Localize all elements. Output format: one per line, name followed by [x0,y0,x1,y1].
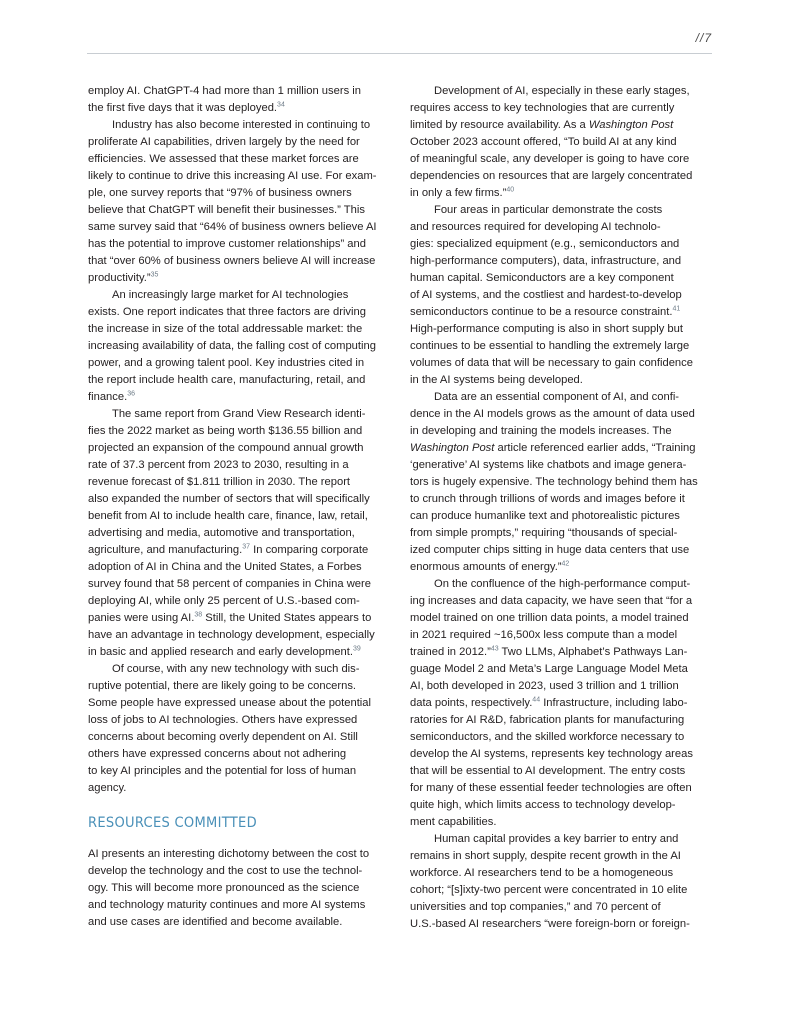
text-line [88,712,382,729]
line-text: benefit from AI to include health care, finance, law, retail, [88,510,368,522]
text-line [88,914,382,931]
paragraph-gap [88,797,382,806]
footnote-marker: 44 [532,696,541,704]
line-text: of meaningful scale, any developer is going to have core [410,153,690,165]
line-text: and resources required for developing AI technolo- [410,221,661,233]
line-text: in only a few firms.” [410,187,507,199]
line-text: Industry has also become interested in continuing to [112,119,371,131]
line-text: has the potential to improve customer relationships” and [88,238,366,250]
line-text-continued: In comparing corporate [250,544,369,556]
text-line [410,559,704,576]
line-text: revenue forecast of $1.811 trillion in 2030. The report [88,476,351,488]
line-text: the increase in size of the total addressable market: the [88,323,363,335]
text-line [88,423,382,440]
line-text: quite high, which limits access to technology develop- [410,799,676,811]
line-text: and use cases are identified and become available. [88,916,343,928]
line-text: limited by resource availability. As a [410,119,589,131]
text-line [410,814,704,831]
text-line [88,440,382,457]
text-line [410,491,704,508]
left-text-column [88,83,382,931]
text-line [88,780,382,797]
text-line [88,474,382,491]
text-line [88,168,382,185]
text-line [88,644,382,661]
text-line [410,865,704,882]
page-number: //7 [695,31,712,45]
line-text: adoption of AI in China and the United States, a Forbes [88,561,362,573]
line-text: fies the 2022 market as being worth $136.55 billion and [88,425,363,437]
line-text: Some people have expressed unease about the potential [88,697,372,709]
line-text: can produce humanlike text and photorealistic pictures [410,510,680,522]
text-line [88,559,382,576]
line-text: that “over 60% of business owners believe AI will increase [88,255,376,267]
text-line [88,355,382,372]
text-line [88,236,382,253]
text-line [410,117,704,134]
text-line [410,151,704,168]
text-line [410,338,704,355]
line-text: ogy. This will become more pronounced as the science [88,882,360,894]
text-line [88,83,382,100]
text-line [88,406,382,423]
text-line [410,763,704,780]
text-line [410,457,704,474]
right-text-column [410,83,704,933]
text-line [88,304,382,321]
line-text: the first five days that it was deployed. [88,102,278,114]
line-text: High-performance computing is also in short supply but [410,323,683,335]
line-text: productivity.” [88,272,151,284]
line-text: develop the technology and the cost to use the technol- [88,865,363,877]
text-line [410,406,704,423]
text-line [88,117,382,134]
text-line [88,134,382,151]
line-text: loss of jobs to AI technologies. Others have expressed [88,714,358,726]
line-text-continued: article referenced earlier adds, “Training [494,442,696,454]
line-text: Development of AI, especially in these early stages, [434,85,690,97]
line-text: also expanded the number of sectors that will specifically [88,493,370,505]
text-line [410,474,704,491]
text-line [410,304,704,321]
line-text: semiconductors, and the skilled workforce necessary to [410,731,685,743]
line-text: universities and top companies,” and 70 percent of [410,901,661,913]
text-line [410,508,704,525]
line-text: human capital. Semiconductors are a key component [410,272,674,284]
text-line [410,576,704,593]
text-line [410,202,704,219]
footnote-marker: 36 [127,390,135,398]
line-text: concerns about becoming overly dependent on AI. Still [88,731,358,743]
text-line [410,848,704,865]
text-line [88,508,382,525]
text-line [88,593,382,610]
text-line [88,287,382,304]
line-text: same survey said that “64% of business owners believe AI [88,221,377,233]
text-line [410,372,704,389]
line-text: October 2023 account offered, “To build AI at any kind [410,136,677,148]
footnote-marker: 42 [561,560,570,568]
text-line [410,831,704,848]
line-text: U.S.-based AI researchers “were foreign-born or foreign- [410,918,690,930]
line-text: projected an expansion of the compound annual growth [88,442,364,454]
line-text: employ AI. ChatGPT-4 had more than 1 million users in [88,85,361,97]
line-text: develop the AI systems, represents key technology areas [410,748,693,760]
text-line [88,661,382,678]
text-line [88,678,382,695]
line-text: ‘generative’ AI systems like chatbots and image genera- [410,459,687,471]
text-line [410,423,704,440]
text-line [88,763,382,780]
text-line [88,880,382,897]
text-line [410,797,704,814]
line-text: survey found that 58 percent of companies in China were [88,578,371,590]
text-line [410,287,704,304]
line-text: likely to continue to drive this increasing AI use. For exam- [88,170,377,182]
text-line [88,253,382,270]
line-text: rate of 37.3 percent from 2023 to 2030, resulting in a [88,459,349,471]
footnote-marker: 37 [242,543,251,551]
line-text: power, and a growing talent pool. Key industries cited in [88,357,365,369]
text-line [88,457,382,474]
text-line [88,542,382,559]
line-text: proliferate AI capabilities, driven largely by the need for [88,136,360,148]
text-line [88,576,382,593]
line-text-continued: Still, the United States appears to [202,612,372,624]
text-line [410,270,704,287]
text-line [410,236,704,253]
text-line [88,389,382,406]
text-line [88,846,382,863]
line-text: remains in short supply, despite recent growth in the AI [410,850,681,862]
text-line [88,270,382,287]
line-text: requires access to key technologies that are currently [410,102,675,114]
line-text: dence in the AI models grows as the amount of data used [410,408,695,420]
footnote-marker: 38 [194,611,203,619]
text-line [88,151,382,168]
line-text: the report include health care, manufacturing, retail, and [88,374,366,386]
line-text: gies: specialized equipment (e.g., semiconductors and [410,238,680,250]
text-line [410,916,704,933]
text-line [410,219,704,236]
text-line [410,610,704,627]
text-line [88,100,382,117]
text-line [410,542,704,559]
line-text: agency. [88,782,127,794]
line-text: ing increases and data capacity, we have seen that “for a [410,595,693,607]
line-text: increasing availability of data, the falling cost of computing [88,340,376,352]
footnote-marker: 41 [672,305,681,313]
line-text: and technology maturity continues and more AI systems [88,899,366,911]
footnote-marker: 40 [506,186,515,194]
line-text: for many of these essential feeder technologies are often [410,782,692,794]
line-text: efficiencies. We assessed that these market forces are [88,153,359,165]
line-text: workforce. AI researchers tend to be a homogeneous [410,867,674,879]
line-text: ized computer chips sitting in huge data centers that use [410,544,690,556]
text-line [88,610,382,627]
text-line [88,321,382,338]
text-line [410,593,704,610]
line-text: ruptive potential, there are likely going to be concerns. [88,680,357,692]
line-text: others have expressed concerns about not adhering [88,748,347,760]
line-text: model trained on one trillion data points, a model trained [410,612,689,624]
text-line [88,863,382,880]
line-text: AI, both developed in 2023, used 3 trillion and 1 trillion [410,680,679,692]
text-line [88,729,382,746]
text-line [410,644,704,661]
text-line [410,389,704,406]
line-text: that will be essential to AI development. The entry costs [410,765,686,777]
text-line [410,321,704,338]
line-text: of AI systems, and the costliest and hardest-to-develop [410,289,682,301]
line-text: exists. One report indicates that three factors are driving [88,306,366,318]
footnote-marker: 43 [490,645,499,653]
line-text: cohort; “[s]ixty-two percent were concentrated in 10 elite [410,884,688,896]
line-text: semiconductors continue to be a resource constraint. [410,306,673,318]
line-text: in developing and training the models increases. The [410,425,672,437]
line-text: guage Model 2 and Meta’s Large Language Model Meta [410,663,688,675]
text-line [410,83,704,100]
text-line [88,491,382,508]
line-text: Data are an essential component of AI, and confi- [434,391,680,403]
text-line [410,661,704,678]
line-text: ment capabilities. [410,816,497,828]
text-line [410,168,704,185]
line-text: from simple prompts,” requiring “thousands of special- [410,527,678,539]
text-line [88,185,382,202]
text-line [88,627,382,644]
line-text: agriculture, and manufacturing. [88,544,243,556]
line-text: advertising and media, automotive and transportation, [88,527,355,539]
line-text: On the confluence of the high-performance comput- [434,578,691,590]
line-text: continues to be essential to handling the extremely large [410,340,690,352]
line-text: AI presents an interesting dichotomy between the cost to [88,848,370,860]
footnote-marker: 34 [277,101,285,109]
line-text: volumes of data that will be necessary to gain confidence [410,357,693,369]
line-text: finance. [88,391,128,403]
text-line [88,746,382,763]
line-text: panies were using AI. [88,612,195,624]
line-text: data points, respectively. [410,697,533,709]
text-line [88,897,382,914]
text-line [88,525,382,542]
text-line [410,100,704,117]
line-text: to crunch through trillions of words and images before it [410,493,685,505]
text-line [410,678,704,695]
text-line [410,253,704,270]
line-text: Four areas in particular demonstrate the costs [434,204,663,216]
line-text: to key AI principles and the potential for loss of human [88,765,357,777]
text-line [410,899,704,916]
line-text: high-performance computers), data, infrastructure, and [410,255,682,267]
line-text: trained in 2012.” [410,646,491,658]
line-text: believe that ChatGPT will benefit their businesses.” This [88,204,365,216]
text-line [410,185,704,202]
section-heading: RESOURCES COMMITTED [88,815,257,831]
text-line [410,355,704,372]
text-line [88,695,382,712]
text-line [410,440,704,457]
italic-title: Washington Post [588,119,674,131]
footnote-marker: 35 [150,271,159,279]
footnote-marker: 39 [352,645,361,653]
text-line [410,627,704,644]
line-text-continued: Infrastructure, including labo- [540,697,688,709]
text-line [410,882,704,899]
text-line [88,372,382,389]
line-text-continued: Two LLMs, Alphabet’s Pathways Lan- [498,646,688,658]
line-text: Of course, with any new technology with such dis- [112,663,360,675]
italic-title: Washington Post [410,442,495,454]
line-text: in basic and applied research and early development. [88,646,353,658]
line-text: dependencies on resources that are largely concentrated [410,170,693,182]
text-line [410,525,704,542]
text-line [88,338,382,355]
text-line [88,219,382,236]
text-line [410,780,704,797]
header-rule [87,53,712,54]
line-text: The same report from Grand View Research identi- [112,408,366,420]
line-text: enormous amounts of energy.” [410,561,562,573]
text-line [410,712,704,729]
line-text: An increasingly large market for AI technologies [112,289,349,301]
text-line [410,134,704,151]
line-text: tors is hugely expensive. The technology behind them has [410,476,698,488]
text-line [88,202,382,219]
line-text: in the AI systems being developed. [410,374,583,386]
line-text: ple, one survey reports that “97% of business owners [88,187,352,199]
text-line [410,729,704,746]
line-text: deploying AI, while only 25 percent of U.S.-based com- [88,595,360,607]
line-text: have an advantage in technology development, especially [88,629,375,641]
text-line [410,695,704,712]
line-text: ratories for AI R&D, fabrication plants for manufacturing [410,714,685,726]
line-text: Human capital provides a key barrier to entry and [434,833,679,845]
text-line [410,746,704,763]
line-text: in 2021 required ~16,500x less compute than a model [410,629,678,641]
